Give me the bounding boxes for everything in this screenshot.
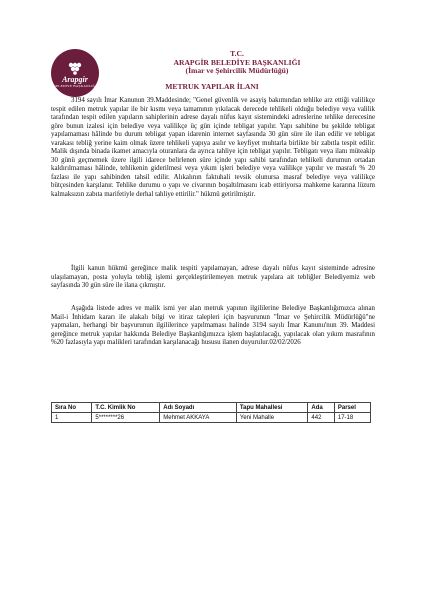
table-cell: 17-18 (334, 413, 370, 423)
logo-wordmark: Arapgir (62, 74, 88, 84)
paragraph-notice: İlgili kanun hükmü gereğince malik tespiti yapılamayan, adrese dayalı nüfus kayıt sisteminde adresine ulaşılamayan, posta yoluyla tebliğ işlemi gerçekleştirilemeyen metruk yapılara ait tebliğler Belediyemiz web sayfasında 30 gün süre ile ilana çıkmıştır. (51, 265, 375, 290)
column-header: Sıra No (52, 403, 92, 413)
column-header: Tapu Mahallesi (236, 403, 308, 413)
owners-table (51, 402, 371, 423)
table-cell: 5********26 (92, 413, 160, 423)
table-header-row (52, 403, 371, 413)
header-line-2: ARAPGİR BELEDİYE BAŞKANLIĞI (173, 57, 301, 67)
paragraph-announcement: Aşağıda listede adres ve malik ismi yer alan metruk yapının ilgililerine Belediye Başkanlığımızca alınan Mail-i İnhidam kararı ile alakalı bilgi ve itiraz talepleri için başvurunun "İmar ve Şehircilik Müdürlüğü"ne yapmaları, herhangi bir başvurunun ilgililerince yapılmaması halinde 3194 sayılı İmar Kanunu'nun 39. Maddesi gereğince metruk yapılar hakkında Belediye Başkanlığımızca işlem başlatılacağı, yapılacak olan yıkım masrafının %20 fazlasıyla yapı malikleri tarafından karşılanacağı hususu ilanen duyurulur.02/02/2026 (51, 305, 375, 347)
grape-icon (66, 61, 84, 75)
table-cell: 442 (308, 413, 334, 423)
table-cell: 1 (52, 413, 92, 423)
table-cell: Mehmet AKKAYA (160, 413, 237, 423)
table-cell: Yeni Mahalle (236, 413, 308, 423)
column-header: Adı Soyadı (160, 403, 237, 413)
column-header: Ada (308, 403, 334, 413)
logo-subtitle: BELEDİYE BAŞKANLIĞI (53, 83, 97, 88)
document-title: METRUK YAPILAR İLANI (165, 82, 259, 91)
column-header: Parsel (334, 403, 370, 413)
paragraph-law-article: 3194 sayılı İmar Kanunun 39.Maddesinde; "Genel güvenlik ve asayiş bakımından tehlike arz ettiği valilikçe tespit edilen metruk yapılar ile bir kısmı veya tamamının yıkılacak derecede tehlikeli olduğu belediye veya valilik tarafından tespit edilen yapıların sahiplerinin adrese dayalı nüfus kayıt sistemindeki adreslerine tehlike derecesine göre bunun izalesi için belediye veya valilikçe üç gün içinde tebligat yapılır. Yapı sahibine bu şekilde tebligat yapılamaması hâlinde bu durum tebligat yapan idarenin internet sayfasında 30 gün süre ile ilan edilir ve tebligat varakası tebliğ yerine kaim olmak üzere tehlikeli yapıya asılır ve keyfiyet muhtarla birlikte bir zabıtla tespit edilir. Malik dışında binada ikamet amacıyla oturanlara da ayrıca tahliye için tebligat yapılır. Tebligatı veya ilanı müteakip 30 günü geçmemek üzere ilgili idarece belirlenen süre içinde yapı sahibi tarafından tehlikeli durumun ortadan kaldırılmaması hâlinde, tehlikenin giderilmesi veya yıkım işleri belediye veya valilikçe yapılır ve masrafı % 20 fazlası ile yapı sahibinden tahsil edilir. Alıkalının faktuhali tevsik olunursa masraf belediye veya valilikçe bütçesinden karşılanır. Tehlike durumu o yapı ve civarının boşaltılmasını icab ettiriyorsa mahkeme kararına lüzum kalmaksızın zabıta marifetiyle derhal tahliye ettirilir." hükmü getirilmiştir. (51, 97, 375, 199)
header-line-3: (İmar ve Şehircilik Müdürlüğü) (185, 66, 289, 76)
table-row (52, 413, 371, 423)
column-header: T.C. Kimlik No (92, 403, 160, 413)
document-header (100, 50, 374, 76)
header-line-1: T.C. (230, 49, 244, 58)
